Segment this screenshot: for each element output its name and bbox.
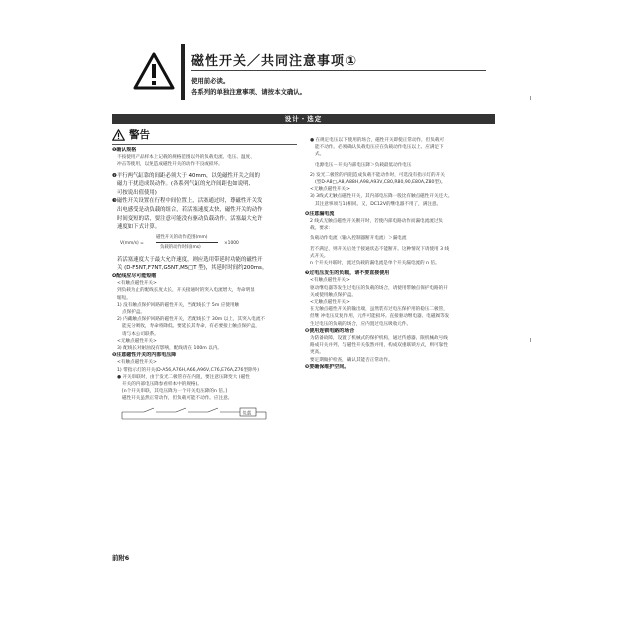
- max-speed-formula: [120, 234, 298, 254]
- text-line: 2) 内藏触点保护回路的磁性开关，若配线长于 30m 以上，其突入电流不: [117, 317, 266, 323]
- text-line: 1) 带指示灯的开关(D-A56,A76H,A66,A96V,C76,E76A,Z76型除外): [117, 367, 260, 373]
- section-3-line: 时间变短的话，要注意可能没有驱动负载动作。活塞最大允许: [117, 215, 263, 222]
- text-line: 负载动作电流（输入控制器断开电流）＞漏电流: [310, 236, 407, 242]
- text-line: 到负载为止的配线长度太长，开关接通时的突入电流增大，寿命明显: [117, 288, 255, 294]
- text-line: 路成开关并列，与磁性开关依然并用，构成双重联锁方式，则可靠性: [310, 343, 448, 349]
- text-line: ● 在规定电压以下使用的场合，磁性开关即使正常动作，但负载可: [310, 138, 445, 143]
- series-switch-circuit: [116, 404, 296, 422]
- section-1-title: ❶确认规格: [112, 147, 137, 153]
- left-column: [112, 147, 298, 422]
- text-line: 式开关。: [310, 253, 329, 259]
- header-rule: [191, 70, 486, 71]
- section-2-line: 可按说出值使用): [117, 189, 157, 196]
- section-banner-text: 设计・选定: [284, 115, 323, 123]
- page-title: 磁性开关／共同注意事项①: [191, 54, 358, 69]
- subheading: <无触点磁性开关>: [117, 338, 157, 344]
- text-line: 为防备故障，设置了机械式的保护机构，通过传感器、限机械故号线: [310, 336, 448, 342]
- text-line: 3) 配线长对耐油没有影响，配线请在 100m 以内。: [117, 345, 223, 351]
- warning-icon: [112, 129, 125, 141]
- page-subtitle-1: 使用前必读。: [191, 77, 230, 85]
- text-line: 冲击等使用，以免造成磁性开关的动作不良或损坏。: [117, 162, 223, 168]
- subheading: <无触点磁性开关>: [310, 300, 350, 306]
- text-line: 若不满足，则开关后处于接通状态不能断开。这种情况下请使用 3 线: [310, 246, 450, 252]
- warning-heading: [112, 127, 292, 143]
- text-line: 3) 3线式无触点磁性开关，其内部电压降一般比有触点磁性开关还大。: [310, 194, 453, 200]
- page-header: [133, 44, 486, 100]
- section-7-title: ❼过电压发生的负载，请不要直接使用: [305, 270, 390, 277]
- right-column: [305, 137, 495, 371]
- text-line: 电源电压－开关内部电压降＞负载最低动作电压: [315, 162, 412, 168]
- page-subtitle-2: 各系列的单独注意事项、请按本文确认。: [191, 88, 307, 96]
- text-line: 2 线式无触点磁性开关断开时，若使内部电路动作而漏电流流过负: [310, 219, 444, 225]
- section-banner: [112, 114, 495, 124]
- text-line: 要定期做护检查，确认其能否正常动作。: [310, 357, 393, 363]
- text-line: 能充分吸收，寿命将降低。要延长其寿命，有必要接上触点保护盒，: [122, 324, 260, 330]
- section-3-line: ❸磁性开关设置在行程中间位置上，活塞通过时，尊磁性开关发: [112, 198, 263, 205]
- load-label: 负载: [242, 411, 252, 417]
- text-line: n 个开关并联时，流过负载的漏电流是单个开关漏电流的 n 倍。: [310, 261, 440, 267]
- text-line: 式。: [315, 152, 325, 158]
- section-5-title: ❺注意磁性开关的内部电压降: [112, 352, 177, 359]
- text-line: 缩短。: [117, 295, 131, 301]
- warning-heading-rule: [112, 144, 297, 145]
- subheading: <有触点磁性开关>: [117, 360, 157, 366]
- page-number: 前附6: [112, 554, 130, 562]
- formula-denominator: 负载的动作时间(ms): [160, 244, 201, 250]
- subheading: <无触点磁性开关>: [310, 187, 350, 193]
- section-3-line: 出电感受是动负载的组合，若活塞速度太快，磁性开关的动作: [117, 206, 263, 213]
- text-line: (型D-A8□,A8,A88H,A98,A93V,C80,R80,90,E80A,Z80型)。: [315, 180, 446, 186]
- formula-fraction-bar: [156, 242, 218, 243]
- text-line: [n个开关串联，其电压降为一个开关电压降的n 倍。]: [122, 389, 228, 395]
- subheading: <有触点磁性开关>: [117, 281, 157, 287]
- text-line: 关或使用触点保护盒。: [310, 292, 356, 298]
- text-line: 但继 冲电压反复作用，元件可能损坏。直接驱动继电器、电磁阀等发: [310, 314, 450, 320]
- text-line: 请与本公司联系。: [122, 331, 159, 337]
- warning-heading-text: 警告: [129, 129, 150, 141]
- formula-multiplier: ×1000: [224, 240, 239, 246]
- section-3-line: 若活塞速度大于最大允许速度，则应选用带延时功能的磁性开: [117, 256, 263, 263]
- section-3-line: 关 (D-F5NT,F7NT,G5NT,M5□T 型)，其延时时间约200ms。: [117, 265, 268, 272]
- margin-tick: [530, 96, 531, 100]
- text-line: 点保护盒。: [122, 309, 145, 315]
- section-2-line: ❷平行两气缸靠的间距必须大于 40mm，以免磁性开关之间的: [112, 172, 260, 179]
- text-line: 其注意事项与1)相同。又，DC12V的继电器不用了，满注意。: [315, 201, 442, 207]
- text-line: 2) 发光二极管的内阻造成负载不能动作时，可选没有指示灯的开关: [310, 172, 445, 178]
- text-line: 生过电压的负载的场合，应内置过电压吸收元件。: [310, 321, 412, 327]
- circuit-diagram: [116, 404, 296, 422]
- text-line: 能不动作。必须确认负载电压应在负载动作电压以上、应满足下: [315, 145, 444, 151]
- text-line: 载。要求:: [310, 226, 330, 232]
- section-4-title: ❹配线应尽可能短缩: [112, 272, 157, 279]
- text-line: ● 开关串联时，由于发光二极管存在内阻，要注意压降变大 (磁性: [117, 374, 250, 380]
- text-line: 驱动继电器等发生过电压的负载的场合，请使用带触点保护电路的开: [310, 285, 448, 291]
- text-line: 更高。: [310, 350, 324, 356]
- formula-numerator: 磁性开关的动作范围(mm): [156, 234, 208, 240]
- section-9-title: ❾要确保维护空间。: [305, 363, 350, 370]
- text-line: 1) 没有触点保护回路的磁性开关，当配线长于 5m 应使用触: [117, 302, 240, 308]
- subheading: <有触点磁性开关>: [310, 278, 350, 284]
- text-line: 磁性开关虽然正常动作，但负载可能不动作。应注意。: [122, 396, 233, 402]
- section-2-line: 磁力干扰造成误动作。(各系列气缸的允许间距也如说明、: [117, 181, 254, 188]
- text-line: 不按使用产品样本上记载的规格范围以外的负载电流、电压、温度、: [117, 155, 255, 161]
- warning-triangle-icon: [133, 52, 175, 90]
- formula-lhs: V(mm/s) =: [120, 240, 144, 246]
- section-3-line: 速度如下式计算。: [117, 224, 161, 231]
- section-6-title: ❻注意漏电流: [305, 210, 335, 217]
- text-line: 开关的内部电压降参看样本中的规格)。: [122, 382, 202, 387]
- text-line: 在无触点磁性开关的输出端，虽然装有过电压保护用的稳压二极管，: [310, 307, 448, 313]
- header-separator: [181, 44, 185, 100]
- margin-tick: [530, 338, 531, 342]
- section-8-title: ❽使用连锁电路的场合: [305, 327, 355, 334]
